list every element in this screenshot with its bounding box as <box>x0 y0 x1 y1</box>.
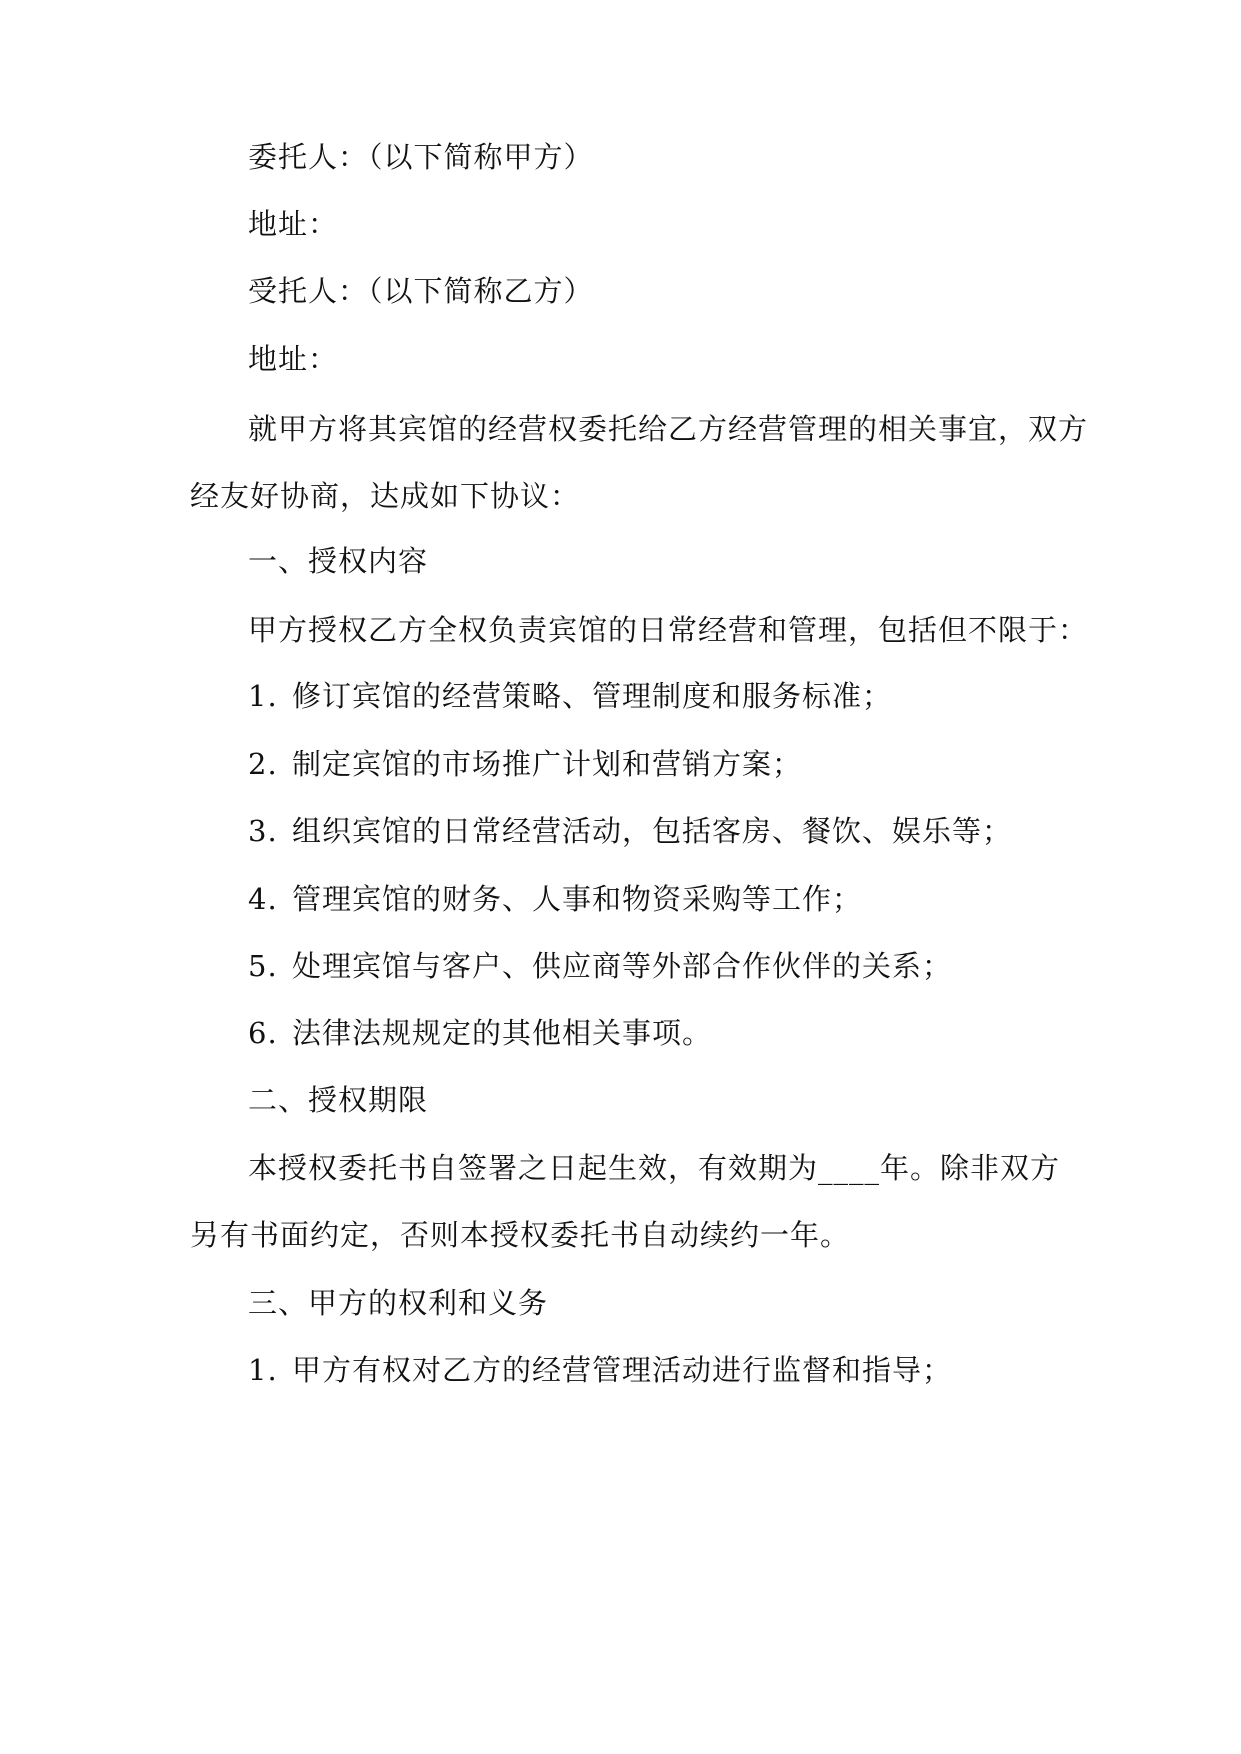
intro-paragraph-line-2: 经友好协商，达成如下协议： <box>190 479 581 513</box>
list-item-number: 1. <box>248 1353 278 1387</box>
list-item <box>248 1013 1148 1053</box>
list-item-text: 管理宾馆的财务、人事和物资采购等工作； <box>292 882 863 916</box>
list-item <box>248 744 1148 784</box>
list-item-text: 处理宾馆与客户、供应商等外部合作伙伴的关系； <box>292 949 953 983</box>
list-item-text: 组织宾馆的日常经营活动，包括客房、餐饮、娱乐等； <box>292 814 1013 848</box>
list-item <box>248 879 1148 919</box>
agent-line: 受托人：（以下简称乙方） <box>248 274 594 308</box>
list-item-text: 修订宾馆的经营策略、管理制度和服务标准； <box>292 679 893 713</box>
list-item-number: 4. <box>248 882 278 916</box>
principal-line: 委托人：（以下简称甲方） <box>248 140 594 174</box>
agent-address-line: 地址： <box>248 342 339 376</box>
principal-address-line: 地址： <box>248 207 339 241</box>
list-item-text: 法律法规规定的其他相关事项。 <box>292 1016 713 1050</box>
list-item-number: 2. <box>248 747 278 781</box>
list-item <box>248 811 1148 851</box>
section-1-lead: 甲方授权乙方全权负责宾馆的日常经营和管理，包括但不限于： <box>248 613 1089 647</box>
section-1-heading: 一、授权内容 <box>248 544 429 578</box>
list-item-number: 1. <box>248 679 278 713</box>
list-item-number: 5. <box>248 949 278 983</box>
list-item-text: 制定宾馆的市场推广计划和营销方案； <box>292 747 803 781</box>
list-item <box>248 1350 1148 1390</box>
section-2-paragraph-line-2: 另有书面约定，否则本授权委托书自动续约一年。 <box>190 1218 851 1252</box>
list-item-text: 甲方有权对乙方的经营管理活动进行监督和指导； <box>292 1353 953 1387</box>
section-2-paragraph-line-1: 本授权委托书自签署之日起生效，有效期为____年。除非双方 <box>248 1151 1061 1185</box>
list-item <box>248 676 1148 716</box>
intro-paragraph-line-1: 就甲方将其宾馆的经营权委托给乙方经营管理的相关事宜，双方 <box>248 412 1089 446</box>
section-3-heading: 三、甲方的权利和义务 <box>248 1286 549 1320</box>
list-item <box>248 946 1148 986</box>
section-2-heading: 二、授权期限 <box>248 1083 429 1117</box>
list-item-number: 6. <box>248 1016 278 1050</box>
list-item-number: 3. <box>248 814 278 848</box>
